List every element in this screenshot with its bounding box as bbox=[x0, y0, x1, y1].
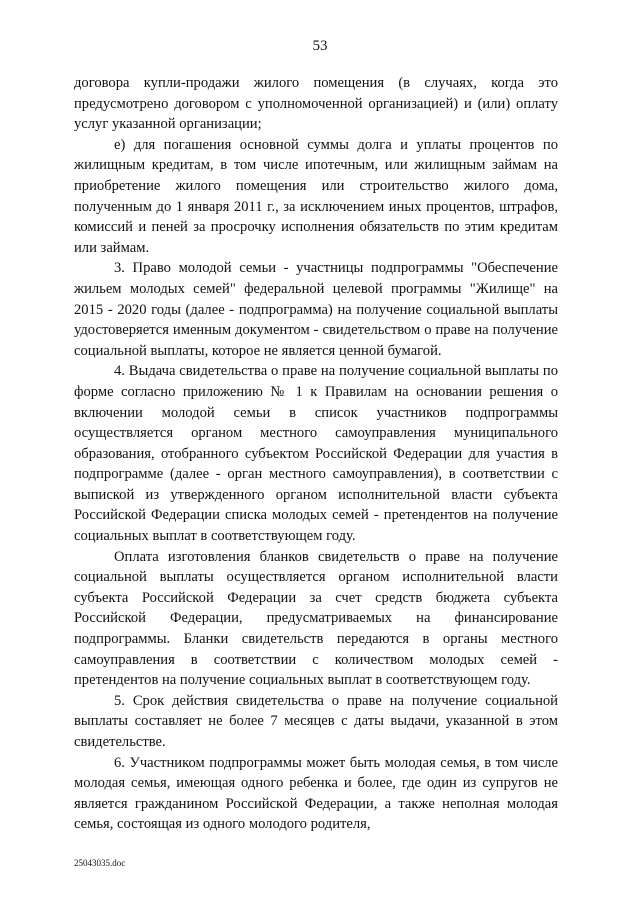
paragraph-item-e: е) для погашения основной суммы долга и уплаты процентов по жилищным кредитам, в том числе ипотечным, или жилищным займам на приобретение жилого помещения или строительство жилого дома, полученным до 1 января 2011 г., за исключением иных процентов, штрафов, комиссий и пеней за просрочку исполнения обязательств по этим кредитам или займам. bbox=[74, 136, 558, 256]
footer-filename: 25043035.doc bbox=[74, 858, 126, 868]
paragraph-5: 5. Срок действия свидетельства о праве на получение социальной выплаты составляет не более 7 месяцев с даты выдачи, указанной в этом свидетельстве. bbox=[74, 692, 558, 750]
paragraph-blank-payment: Оплата изготовления бланков свидетельств о праве на получение социальной выплаты осуществляется органом исполнительной власти субъекта Российской Федерации за счет средств бюджета субъекта Российской Федерации, предусматриваемых на финансирование подпрограммы. Бланки свидетельств передаются в органы местного самоуправления в соответствии с количеством молодых семей - претендентов на получение социальных выплат в соответствующем году. bbox=[74, 548, 558, 689]
paragraph-3: 3. Право молодой семьи - участницы подпрограммы "Обеспечение жильем молодых семей" федеральной целевой программы "Жилище" на 2015 - 2020 годы (далее - подпрограмма) на получение социальной выплаты удостоверяется именным документом - свидетельством о праве на получение социальной выплаты, которое не является ценной бумагой. bbox=[74, 260, 558, 359]
document-body bbox=[74, 73, 558, 835]
paragraph-6: 6. Участником подпрограммы может быть молодая семья, в том числе молодая семья, имеющая одного ребенка и более, где один из супругов не является гражданином Российской Федерации, а также неполная молодая семья, состоящая из одного молодого родителя, bbox=[74, 754, 558, 833]
page-number: 53 bbox=[312, 38, 328, 54]
paragraph-continuation: договора купли-продажи жилого помещения (в случаях, когда это предусмотрено договором с уполномоченной организацией) и (или) оплату услуг указанной организации; bbox=[74, 75, 558, 133]
paragraph-4: 4. Выдача свидетельства о праве на получение социальной выплаты по форме согласно приложению № 1 к Правилам на основании решения о включении молодой семьи в список участников подпрограммы осуществляется органом местного самоуправления муниципального образования, отобранного субъектом Российской Федерации для участия в подпрограмме (далее - орган местного самоуправления), в соответствии с выпиской из утвержденного органом исполнительной власти субъекта Российской Федерации списка молодых семей - претендентов на получение социальных выплат в соответствующем году. bbox=[74, 363, 558, 545]
